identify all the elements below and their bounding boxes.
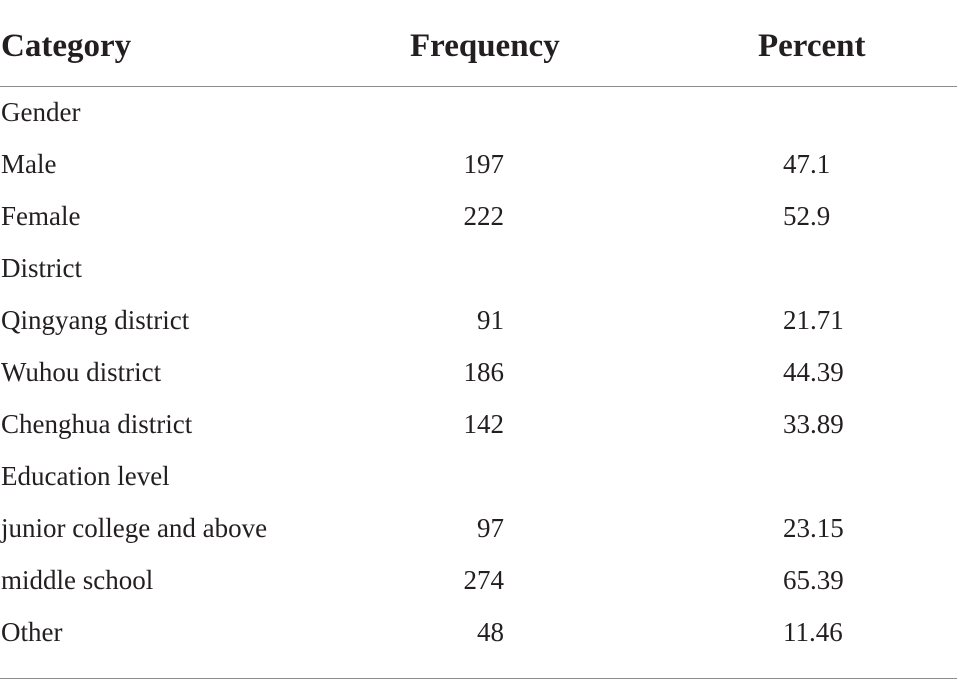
row-frequency: 197 bbox=[463, 149, 504, 179]
table-row bbox=[0, 295, 957, 347]
row-frequency: 222 bbox=[463, 201, 504, 231]
table-row bbox=[0, 191, 957, 243]
row-category: Male bbox=[1, 149, 57, 179]
row-category: Other bbox=[1, 617, 63, 647]
row-percent: 21.71 bbox=[783, 305, 844, 335]
table-row bbox=[0, 243, 957, 295]
row-percent: 23.15 bbox=[783, 513, 844, 543]
header-category: Category bbox=[1, 28, 132, 64]
header-frequency: Frequency bbox=[410, 28, 560, 64]
header-percent: Percent bbox=[758, 28, 866, 64]
row-category: District bbox=[1, 253, 82, 283]
row-percent: 33.89 bbox=[783, 409, 844, 439]
row-category: Wuhou district bbox=[1, 357, 162, 387]
row-category: Qingyang district bbox=[1, 305, 190, 335]
row-frequency: 91 bbox=[477, 305, 504, 335]
table-row bbox=[0, 451, 957, 503]
row-category: middle school bbox=[1, 565, 154, 595]
table-row bbox=[0, 87, 957, 139]
row-frequency: 186 bbox=[463, 357, 504, 387]
row-frequency: 97 bbox=[477, 513, 504, 543]
row-percent: 11.46 bbox=[783, 617, 843, 647]
row-category: Chenghua district bbox=[1, 409, 193, 439]
row-frequency: 274 bbox=[463, 565, 504, 595]
row-frequency: 142 bbox=[463, 409, 504, 439]
row-category: junior college and above bbox=[1, 513, 268, 543]
row-percent: 65.39 bbox=[783, 565, 844, 595]
table-bottom-rule bbox=[0, 678, 957, 679]
row-category: Gender bbox=[1, 97, 81, 127]
table-header bbox=[0, 0, 957, 86]
row-percent: 44.39 bbox=[783, 357, 844, 387]
table-row bbox=[0, 555, 957, 607]
table-body bbox=[0, 87, 957, 659]
table-row bbox=[0, 399, 957, 451]
row-percent: 52.9 bbox=[783, 201, 831, 231]
row-frequency: 48 bbox=[477, 617, 504, 647]
table-row bbox=[0, 347, 957, 399]
table-row bbox=[0, 503, 957, 555]
row-percent: 47.1 bbox=[783, 149, 831, 179]
table-row bbox=[0, 139, 957, 191]
table-row bbox=[0, 607, 957, 659]
row-category: Female bbox=[1, 201, 81, 231]
row-category: Education level bbox=[1, 461, 170, 491]
